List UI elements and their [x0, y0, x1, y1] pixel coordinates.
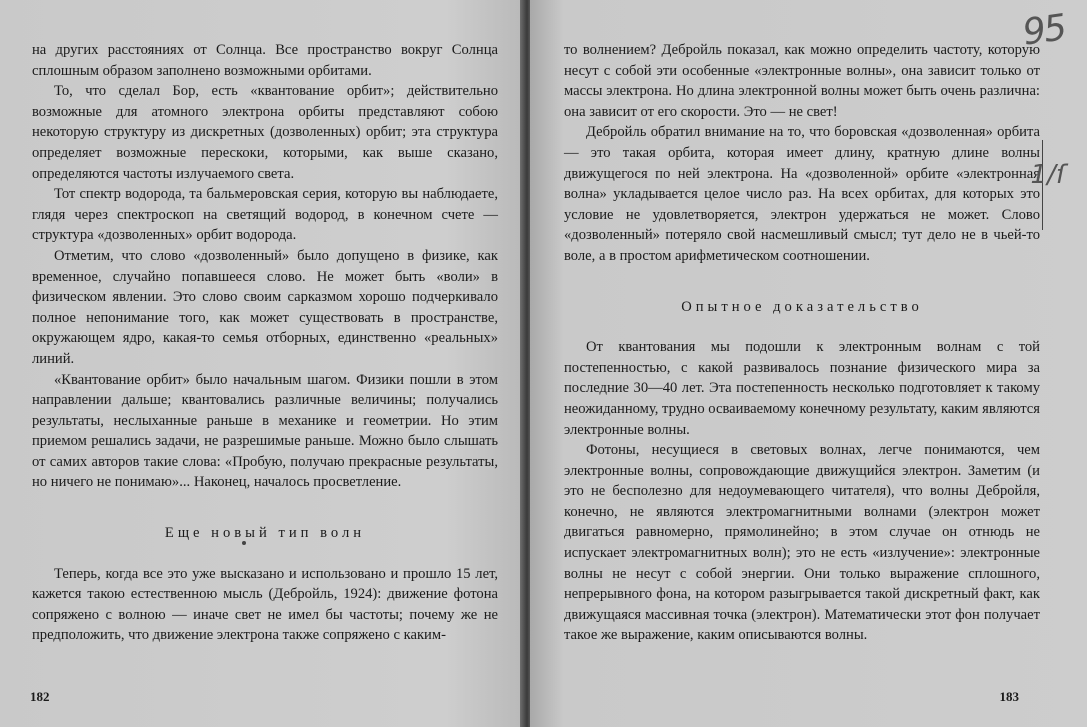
paragraph: Дебройль обратил внимание на то, что боровская «дозволенная» орбита — это такая орбита, которая имеет длину, кратную длине волны движущегося по ней электрона. На «дозволенной» орбите «электронная волна» укладывается целое число раз. На всех орбитах, для которых это условие не удовлетворяется, электрон удержаться не может. Слово «дозволенный» потеряло свой насмешливый смысл; тут дело не в чьей-то воле, а в простом арифметическом соотношении. — [564, 124, 1040, 264]
right-page-text — [564, 40, 1040, 646]
paragraph: то волнением? Дебройль показал, как можно определить частоту, которую несут с собой эти особенные «электронные волны», она зависит только от массы электрона. Но длина электронной волны может быть очень различна: она зависит от его скорости. Это — не свет! — [564, 42, 1040, 120]
paragraph: То, что сделал Бор, есть «квантование орбит»; действительно возможные для атомного электрона орбиты представляют собою некоторую структуру из дискретных (дозволенных) орбит; эта структура определяет возможные перескоки, которыми, как выше сказано, определяются частоты излучаемого света. — [32, 83, 498, 182]
right-page — [530, 0, 1087, 727]
section-heading: Еще новый тип волн — [164, 525, 366, 542]
ink-speck — [242, 541, 246, 545]
handwritten-margin-note: 1/ſ — [1030, 160, 1065, 190]
paragraph: Тот спектр водорода, та бальмеровская серия, которую вы наблюдаете, глядя через спектроскоп на светящий водород, в конечном счете — структура «дозволенных» орбит водорода. — [32, 186, 498, 244]
paragraph: Отметим, что слово «дозволенный» было допущено в физике, как временное, случайно попавшееся слово. Не может быть «воли» в физическом явлении. Это слово своим сарказмом хорошо подчеркивало полное непонимание того, как может существовать в пространстве, окружающем ядро, какая-то семья отборных, единственно «реальных» линий. — [32, 247, 498, 367]
paragraph: От квантования мы подошли к электронным волнам с той постепенностью, с какой развивалось познание физического мира за последние 30—40 лет. Эта постепенность несколько подготовляет к такому неожиданному, трудно осваиваемому конечному результату, каким являются электронные волны. — [564, 339, 1040, 438]
section-heading: Опытное доказательство — [681, 298, 923, 315]
page-number: 183 — [999, 689, 1019, 704]
paragraph: Фотоны, несущиеся в световых волнах, легче понимаются, чем электронные волны, сопровождающие движущийся электрон. Заметим (и это не бесполезно для недоумевающего читателя), что волны Дебройля, конечно, не являются электромагнитными волнами (электрон может двигаться равномерно, прямолинейно; в этом случае он отнюдь не испускает электромагнитных волн); это не есть «излучение»: электронные волны не несут с собой энергии. Они только выражение сплошного, непрерывного фона, на котором разыгрывается такой дискретный факт, как движущаяся массивная точка (электрон). Математически этот фон получает такое же выражение, каким описываются волны. — [564, 442, 1040, 644]
page-number: 182 — [30, 689, 50, 704]
paragraph: «Квантование орбит» было начальным шагом. Физики пошли в этом направлении дальше; квантовались различные величины; получались результаты, неслыханные раньше в механике и геометрии. Но этим приемом решались задачи, не разрешимые раньше. Можно было слышать от самих авторов такие слова: «Пробую, получаю прекрасные результаты, но ничего не понимаю»... Наконец, началось просветление. — [32, 371, 498, 491]
handwritten-page-mark: 95 — [1020, 7, 1068, 54]
paragraph: на других расстояниях от Солнца. Все пространство вокруг Солнца сплошным образом заполнено возможными орбитами. — [32, 42, 498, 79]
left-page-text — [32, 40, 498, 646]
left-page — [0, 0, 524, 727]
paragraph: Теперь, когда все это уже высказано и использовано и прошло 15 лет, кажется такою естественною мысль (Дебройль, 1924): движение фотона сопряжено с волною — иначе свет не имел бы частоты; почему же не предположить, что движение электрона также сопряжено с каким- — [32, 565, 498, 644]
